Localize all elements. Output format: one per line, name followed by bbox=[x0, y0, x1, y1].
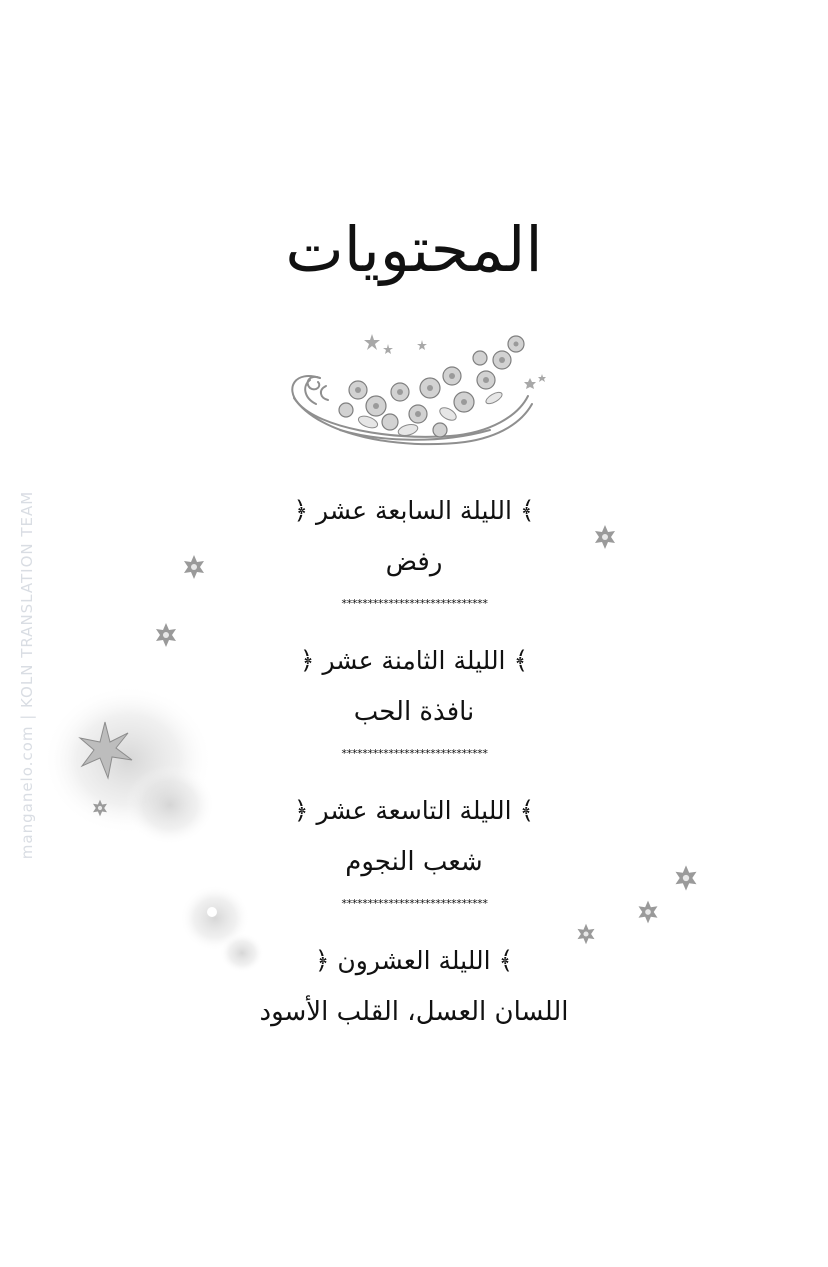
entry-night-label: ﴾ الليلة التاسعة عشر ﴿ bbox=[293, 796, 535, 825]
contents-entry[interactable] bbox=[0, 942, 828, 1032]
floral-crescent-ornament-icon bbox=[280, 318, 555, 463]
entry-night-label: ﴾ الليلة الثامنة عشر ﴿ bbox=[299, 646, 529, 675]
divider: **************************** bbox=[340, 897, 488, 910]
entry-chapter-name: رفض bbox=[385, 547, 443, 577]
contents-entry[interactable] bbox=[0, 492, 828, 582]
entry-chapter-name: شعب النجوم bbox=[345, 847, 483, 877]
contents-entry[interactable] bbox=[0, 792, 828, 882]
contents-entry[interactable] bbox=[0, 642, 828, 732]
divider: **************************** bbox=[340, 747, 488, 760]
page-title: المحتويات bbox=[285, 213, 543, 286]
entry-night-label: ﴾ الليلة العشرون ﴿ bbox=[314, 946, 514, 975]
entry-chapter-name: اللسان العسل، القلب الأسود bbox=[259, 997, 569, 1027]
entry-night-label: ﴾ الليلة السابعة عشر ﴿ bbox=[293, 496, 535, 525]
divider: **************************** bbox=[340, 597, 488, 610]
watermark: manganelo.com | KOLN TRANSLATION TEAM bbox=[18, 490, 36, 860]
entry-chapter-name: نافذة الحب bbox=[353, 697, 475, 727]
